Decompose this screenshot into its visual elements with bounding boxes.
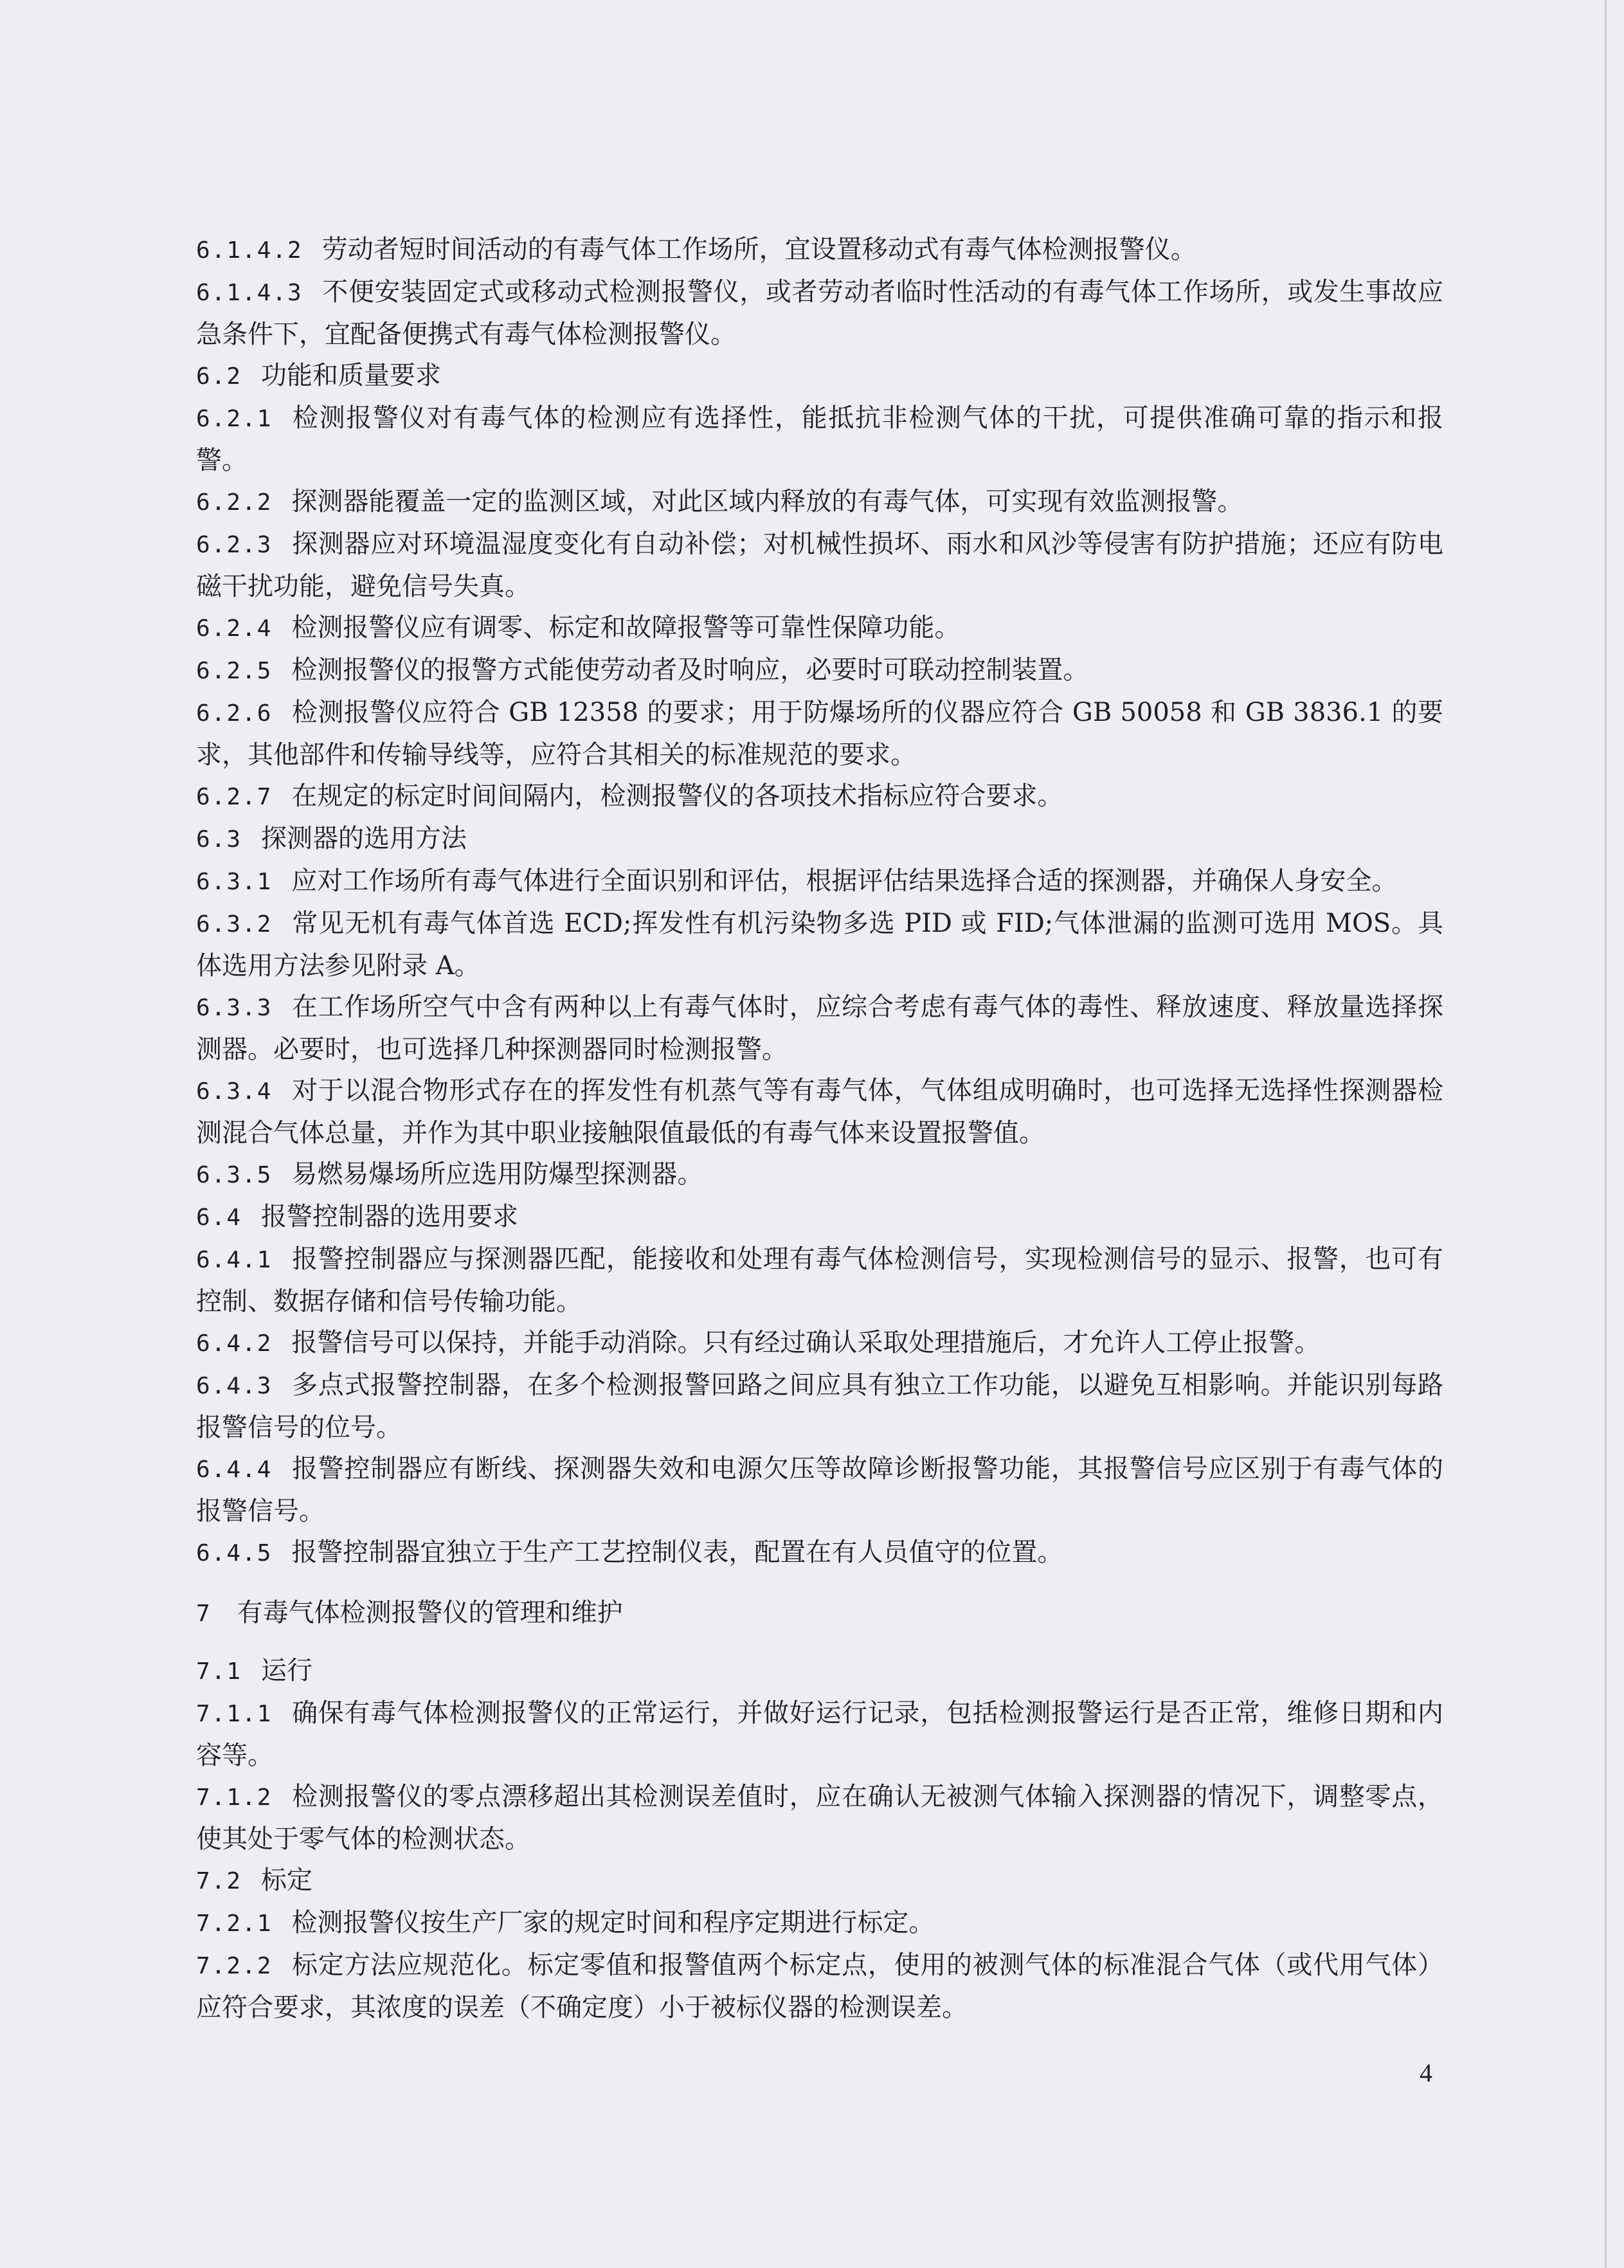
section-heading bbox=[196, 1650, 1443, 1692]
clause-text: 标定方法应规范化。标定零值和报警值两个标定点，使用的被测气体的标准混合气体（或代用气体）应符合要求，其浓度的误差（不确定度）小于被标仪器的检测误差。 bbox=[196, 1950, 1443, 2022]
clause-number: 6.4.4 bbox=[196, 1456, 273, 1483]
clause-number: 6.3.4 bbox=[196, 1078, 273, 1105]
clause-text: 检测报警仪按生产厂家的规定时间和程序定期进行标定。 bbox=[291, 1908, 935, 1937]
document-body bbox=[196, 229, 1443, 2028]
clause-paragraph bbox=[196, 229, 1443, 271]
clause-text: 劳动者短时间活动的有毒气体工作场所，宜设置移动式有毒气体检测报警仪。 bbox=[321, 235, 1196, 264]
clause-text: 检测报警仪对有毒气体的检测应有选择性，能抵抗非检测气体的干扰，可提供准确可靠的指示和报警。 bbox=[196, 403, 1443, 475]
clause-number: 6.3.5 bbox=[196, 1162, 273, 1188]
clause-paragraph bbox=[196, 649, 1443, 692]
clause-paragraph bbox=[196, 1532, 1443, 1574]
clause-number: 6.2.5 bbox=[196, 658, 273, 684]
clause-paragraph bbox=[196, 1776, 1443, 1860]
clause-number: 6.2.4 bbox=[196, 615, 273, 642]
page-number: 4 bbox=[1420, 2058, 1432, 2087]
clause-number: 6.3.1 bbox=[196, 869, 273, 895]
scan-edge-line bbox=[1605, 0, 1607, 2268]
clause-text: 报警控制器的选用要求 bbox=[261, 1202, 519, 1231]
clause-text: 报警控制器应有断线、探测器失效和电源欠压等故障诊断报警功能，其报警信号应区别于有毒气体的报警信号。 bbox=[196, 1454, 1443, 1526]
clause-text: 在规定的标定时间间隔内，检测报警仪的各项技术指标应符合要求。 bbox=[291, 781, 1063, 811]
clause-text: 报警控制器宜独立于生产工艺控制仪表，配置在有人员值守的位置。 bbox=[291, 1538, 1063, 1567]
clause-text: 探测器的选用方法 bbox=[261, 824, 467, 853]
clause-number: 6.4 bbox=[196, 1204, 242, 1231]
clause-text: 易燃易爆场所应选用防爆型探测器。 bbox=[291, 1159, 703, 1189]
clause-text: 应对工作场所有毒气体进行全面识别和评估，根据评估结果选择合适的探测器，并确保人身安全。 bbox=[291, 866, 1398, 896]
clause-paragraph bbox=[196, 903, 1443, 986]
clause-text: 对于以混合物形式存在的挥发性有机蒸气等有毒气体，气体组成明确时，也可选择无选择性探测器检测混合气体总量，并作为其中职业接触限值最低的有毒气体来设置报警值。 bbox=[196, 1076, 1443, 1148]
clause-text: 在工作场所空气中含有两种以上有毒气体时，应综合考虑有毒气体的毒性、释放速度、释放量选择探测器。必要时，也可选择几种探测器同时检测报警。 bbox=[196, 992, 1443, 1064]
clause-number: 6.3.2 bbox=[196, 911, 273, 938]
clause-paragraph bbox=[196, 523, 1443, 607]
clause-paragraph bbox=[196, 271, 1443, 355]
clause-text: 报警控制器应与探测器匹配，能接收和处理有毒气体检测信号，实现检测信号的显示、报警，也可有控制、数据存储和信号传输功能。 bbox=[196, 1244, 1443, 1316]
clause-number: 7.2.1 bbox=[196, 1910, 273, 1937]
clause-text: 确保有毒气体检测报警仪的正常运行，并做好运行记录，包括检测报警运行是否正常，维修日期和内容等。 bbox=[196, 1698, 1443, 1770]
clause-number: 7.2 bbox=[196, 1868, 242, 1894]
clause-number: 7.1 bbox=[196, 1658, 242, 1685]
clause-text: 运行 bbox=[261, 1656, 313, 1685]
clause-paragraph bbox=[196, 776, 1443, 818]
section-heading bbox=[196, 1196, 1443, 1238]
clause-paragraph bbox=[196, 481, 1443, 523]
clause-number: 6.2.6 bbox=[196, 700, 273, 727]
clause-text: 检测报警仪的零点漂移超出其检测误差值时，应在确认无被测气体输入探测器的情况下，调整零点，使其处于零气体的检测状态。 bbox=[196, 1782, 1443, 1854]
clause-number: 6.4.3 bbox=[196, 1373, 273, 1399]
chapter-heading bbox=[196, 1592, 1443, 1635]
clause-number: 6.3 bbox=[196, 826, 242, 853]
clause-number: 6.4.2 bbox=[196, 1330, 273, 1357]
clause-number: 7.2.2 bbox=[196, 1953, 273, 1979]
clause-number: 6.2.3 bbox=[196, 532, 273, 558]
clause-paragraph bbox=[196, 860, 1443, 903]
clause-text: 检测报警仪的报警方式能使劳动者及时响应，必要时可联动控制装置。 bbox=[291, 655, 1089, 685]
clause-number: 6.1.4.2 bbox=[196, 237, 303, 264]
clause-paragraph bbox=[196, 1448, 1443, 1532]
clause-number: 6.4.1 bbox=[196, 1247, 273, 1273]
section-heading bbox=[196, 818, 1443, 860]
clause-paragraph bbox=[196, 1365, 1443, 1448]
clause-text: 不便安装固定式或移动式检测报警仪，或者劳动者临时性活动的有毒气体工作场所，或发生事故应急条件下，宜配备便携式有毒气体检测报警仪。 bbox=[196, 277, 1443, 349]
section-heading bbox=[196, 355, 1443, 397]
clause-text: 探测器能覆盖一定的监测区域，对此区域内释放的有毒气体，可实现有效监测报警。 bbox=[291, 487, 1243, 516]
clause-number: 6.2.1 bbox=[196, 406, 273, 432]
clause-text: 检测报警仪应有调零、标定和故障报警等可靠性保障功能。 bbox=[291, 613, 961, 642]
clause-paragraph bbox=[196, 607, 1443, 649]
clause-paragraph bbox=[196, 986, 1443, 1070]
clause-number: 6.2.2 bbox=[196, 489, 273, 516]
clause-paragraph bbox=[196, 1945, 1443, 2028]
clause-number: 6.3.3 bbox=[196, 995, 273, 1021]
clause-paragraph bbox=[196, 1902, 1443, 1945]
clause-text: 检测报警仪应符合 GB 12358 的要求；用于防爆场所的仪器应符合 GB 50058 和 GB 3836.1 的要求，其他部件和传输导线等，应符合其相关的标准规范的要求。 bbox=[196, 698, 1443, 770]
clause-text: 多点式报警控制器，在多个检测报警回路之间应具有独立工作功能，以避免互相影响。并能识别每路报警信号的位号。 bbox=[196, 1370, 1443, 1442]
clause-text: 标定 bbox=[261, 1865, 313, 1895]
clause-text: 常见无机有毒气体首选 ECD;挥发性有机污染物多选 PID 或 FID;气体泄漏的监测可选用 MOS。具体选用方法参见附录 A。 bbox=[196, 909, 1443, 981]
clause-paragraph bbox=[196, 692, 1443, 776]
clause-paragraph bbox=[196, 1154, 1443, 1196]
clause-number: 6.2 bbox=[196, 363, 242, 390]
clause-paragraph bbox=[196, 1322, 1443, 1365]
section-heading bbox=[196, 1860, 1443, 1902]
clause-paragraph bbox=[196, 1692, 1443, 1776]
clause-paragraph bbox=[196, 397, 1443, 481]
clause-number: 7.1.1 bbox=[196, 1701, 273, 1727]
clause-paragraph bbox=[196, 1070, 1443, 1154]
clause-number: 7.1.2 bbox=[196, 1784, 273, 1811]
clause-text: 报警信号可以保持，并能手动消除。只有经过确认采取处理措施后，才允许人工停止报警。 bbox=[291, 1328, 1321, 1357]
clause-text: 功能和质量要求 bbox=[261, 361, 442, 390]
clause-text: 有毒气体检测报警仪的管理和维护 bbox=[237, 1598, 623, 1628]
clause-paragraph bbox=[196, 1238, 1443, 1322]
clause-number: 7 bbox=[196, 1601, 212, 1627]
clause-number: 6.4.5 bbox=[196, 1540, 273, 1566]
clause-number: 6.1.4.3 bbox=[196, 280, 303, 306]
clause-number: 6.2.7 bbox=[196, 784, 273, 810]
clause-text: 探测器应对环境温湿度变化有自动补偿；对机械性损坏、雨水和风沙等侵害有防护措施；还应有防电磁干扰功能，避免信号失真。 bbox=[196, 529, 1443, 601]
